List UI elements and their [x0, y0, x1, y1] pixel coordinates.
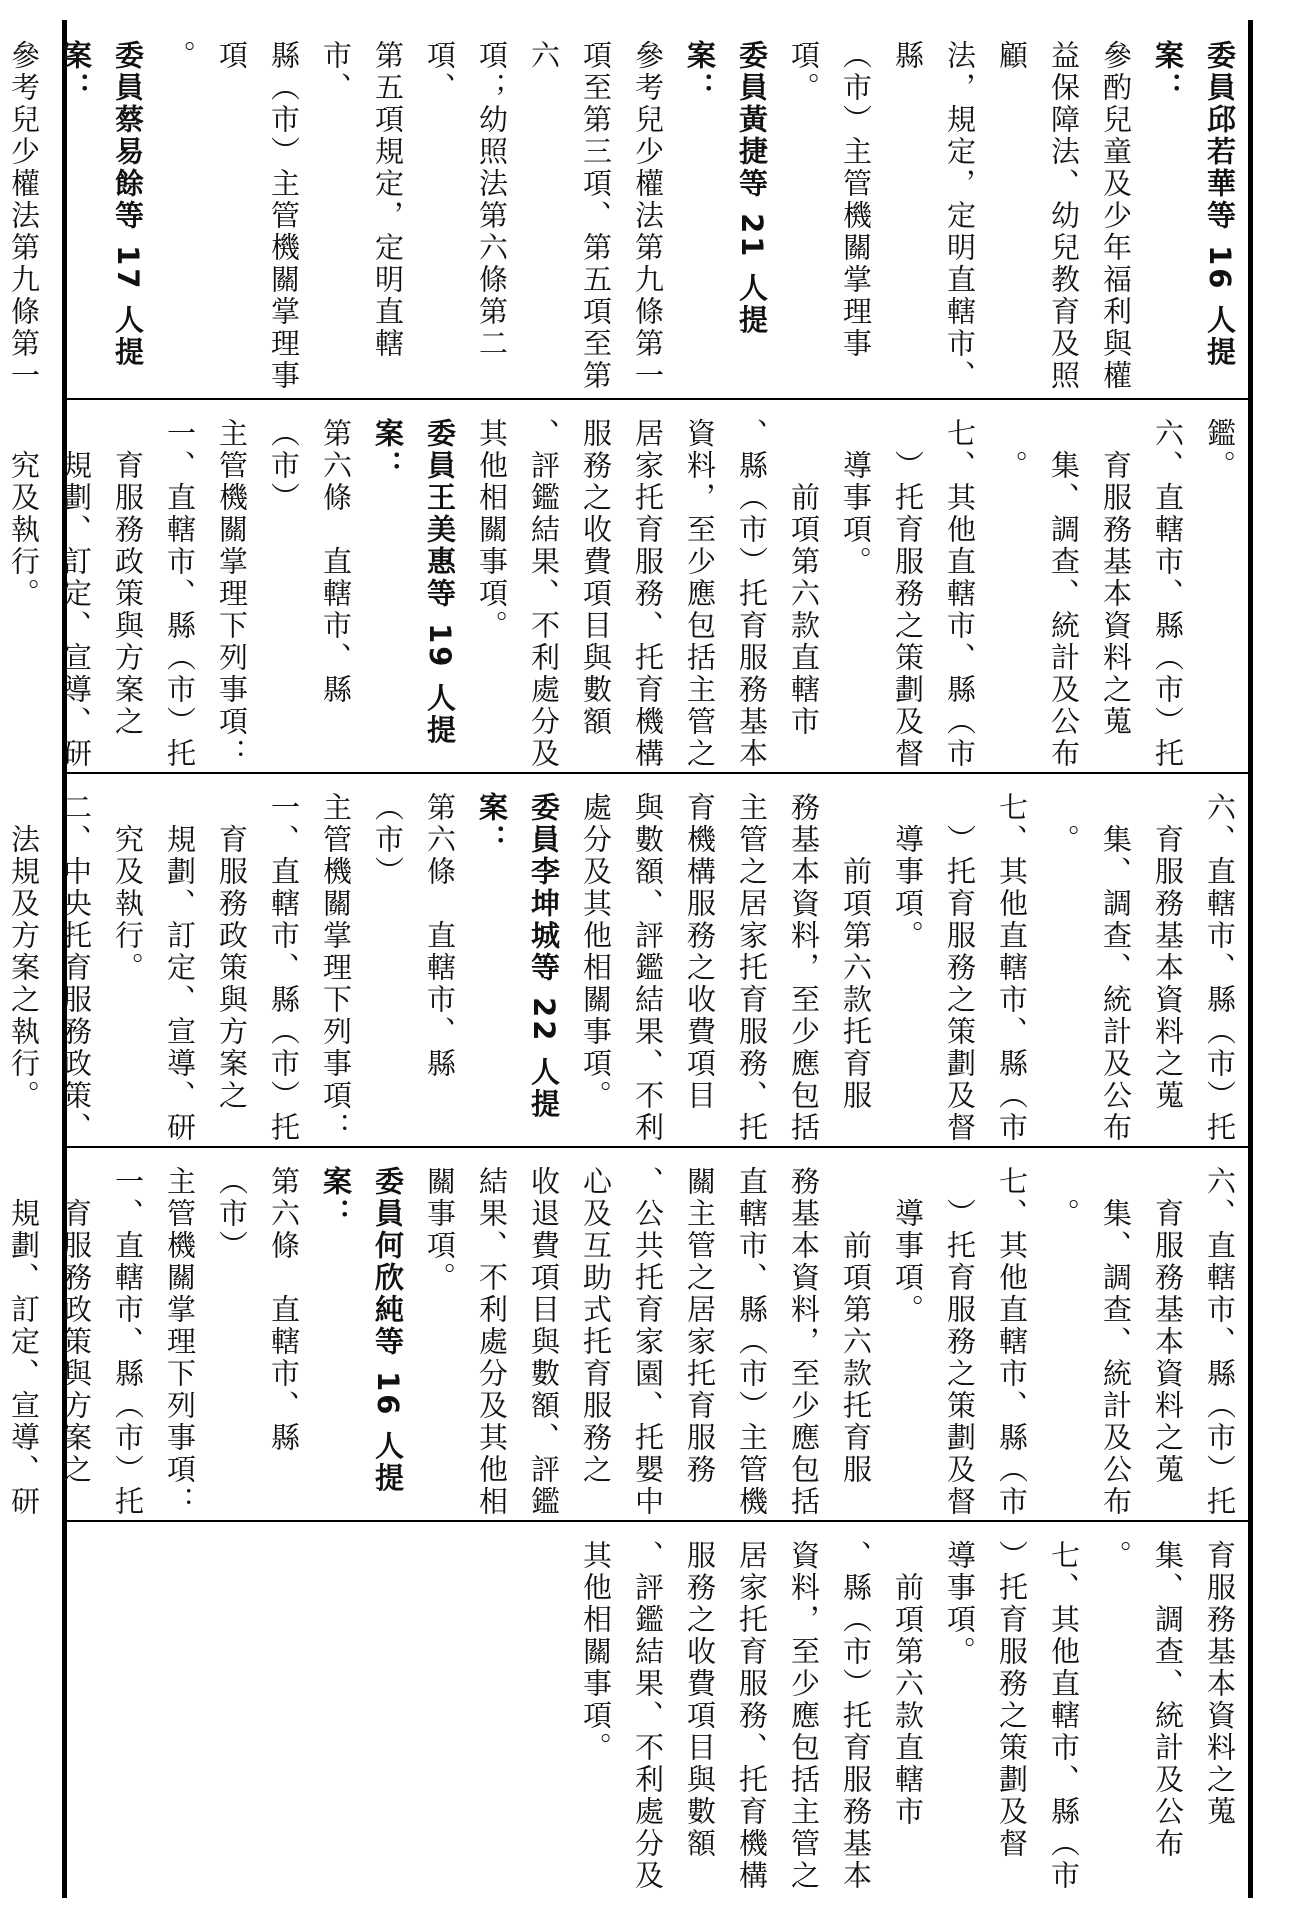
text-line: 導事項。 [839, 418, 873, 578]
text-band-1 [7, 22, 1246, 398]
text-line: 其他相關事項。 [579, 1540, 613, 1764]
text-line: 參考兒少權法第九條第一 [7, 40, 41, 392]
text-line: ）托育服務之策劃及督 [943, 1166, 977, 1518]
text-line: 、縣（市）托育服務基本 [735, 418, 769, 770]
text-line: 。 [1099, 1540, 1133, 1572]
text-line: 集、調查、統計及公布 [1099, 1166, 1133, 1518]
text-line: 七、其他直轄市、縣（市 [1047, 1540, 1081, 1892]
text-band-3 [7, 774, 1246, 1146]
text-line: 收退費項目與數額、評鑑 [527, 1166, 561, 1518]
text-line: 處分及其他相關事項。 [579, 792, 613, 1112]
text-line: 服務之收費項目與數額 [683, 1540, 717, 1860]
text-line: 、評鑑結果、不利處分及 [527, 418, 561, 770]
text-line: 規劃、訂定、宣導、研 [59, 418, 93, 770]
text-line: 集、調查、統計及公布 [1099, 792, 1133, 1144]
band-text [0, 40, 1246, 398]
text-line: 與數額、評鑑結果、不利 [631, 792, 665, 1144]
text-line: 益保障法、幼兒教育及照顧 [995, 40, 1081, 392]
text-line: 七、其他直轄市、縣（市 [995, 792, 1029, 1144]
band-text [0, 792, 1246, 1146]
text-line: 參考兒少權法第九條第一 [631, 40, 665, 392]
text-line: 主管機關掌理下列事項： [163, 1166, 197, 1518]
text-line: 法規及方案之執行。 [7, 792, 41, 1112]
text-line: 導事項。 [891, 1166, 925, 1326]
text-line: 居家托育服務、托育機構 [631, 418, 665, 770]
proposal-heading: 委員王美惠等 19 人提案： [371, 418, 457, 747]
text-line: 務基本資料，至少應包括 [787, 792, 821, 1144]
text-line: 二、中央托育服務政策、 [59, 792, 93, 1144]
band-text [0, 1166, 1246, 1520]
text-line: 集、調查、統計及公布 [1151, 1540, 1185, 1860]
proposal-heading: 委員邱若華等 16 人提案： [1151, 40, 1237, 369]
proposal-heading: 委員黃捷等 21 人提案： [683, 40, 769, 337]
text-line: 前項第六款直轄市 [891, 1540, 925, 1828]
text-line: 第六條 直轄市、縣（市） [371, 792, 457, 1080]
proposal-heading: 委員李坤城等 22 人提案： [475, 792, 561, 1121]
text-line: 六、直轄市、縣（市）托 [1203, 792, 1237, 1144]
text-line: 育服務政策與方案之 [59, 1166, 93, 1486]
text-line: 。 [163, 40, 197, 72]
text-line: 育服務基本資料之蒐 [1099, 418, 1133, 738]
text-line: 規劃、訂定、宣導、研 [7, 1166, 41, 1518]
text-line: 。 [1047, 1166, 1081, 1230]
text-line: （市）主管機關掌理事項。 [787, 40, 873, 360]
text-line: 育服務基本資料之蒐 [1151, 792, 1185, 1112]
text-line: 前項第六款直轄市 [787, 418, 821, 738]
text-line: 參酌兒童及少年福利與權 [1099, 40, 1133, 392]
text-line: 前項第六款托育服 [839, 1166, 873, 1486]
proposal-heading: 委員何欣純等 16 人提案： [319, 1166, 405, 1495]
text-line: 居家托育服務、托育機構 [735, 1540, 769, 1892]
text-line: 項；幼照法第六條第二項、 [423, 40, 509, 360]
text-line: 集、調查、統計及公布 [1047, 418, 1081, 770]
text-line: ）托育服務之策劃及督 [943, 792, 977, 1144]
text-line: 心及互助式托育服務之 [579, 1166, 613, 1486]
text-line: 務基本資料，至少應包括 [787, 1166, 821, 1518]
text-line: 七、其他直轄市、縣（市 [943, 418, 977, 770]
text-band-2 [7, 400, 1246, 772]
text-line: 一、直轄市、縣（市）托 [163, 418, 197, 770]
text-line: 育機構服務之收費項目 [683, 792, 717, 1112]
text-line: 其他相關事項。 [475, 418, 509, 642]
proposal-heading: 委員蔡易餘等 17 人提案： [59, 40, 145, 369]
text-line: 第六條 直轄市、縣（市） [215, 1166, 301, 1454]
text-line: 關主管之居家托育服務 [683, 1166, 717, 1486]
text-line: 六、直轄市、縣（市）托 [1203, 1166, 1237, 1518]
text-line: 育服務基本資料之蒐 [1203, 1540, 1237, 1828]
text-line: 育服務政策與方案之 [215, 792, 249, 1112]
text-line: 、評鑑結果、不利處分及 [631, 1540, 665, 1892]
text-line: ）托育服務之策劃及督 [995, 1540, 1029, 1860]
text-line: ）托育服務之策劃及督 [891, 418, 925, 770]
text-line: 前項第六款托育服 [839, 792, 873, 1112]
text-line: 育服務基本資料之蒐 [1151, 1166, 1185, 1486]
page-border-right [1248, 20, 1253, 1898]
text-line: 一、直轄市、縣（市）托 [111, 1166, 145, 1518]
text-line: 關事項。 [423, 1166, 457, 1294]
text-line: 。 [1047, 792, 1081, 856]
text-line: 一、直轄市、縣（市）托 [267, 792, 301, 1144]
text-line: 六、直轄市、縣（市）托 [1151, 418, 1185, 770]
text-line: 七、其他直轄市、縣（市 [995, 1166, 1029, 1518]
text-line: 主管之居家托育服務、托 [735, 792, 769, 1144]
text-line: 育服務政策與方案之 [111, 418, 145, 738]
text-line: 究及執行。 [111, 792, 145, 984]
band-text [0, 418, 1246, 772]
text-line: 鑑。 [1203, 418, 1237, 482]
text-line: 、公共托育家園、托嬰中 [631, 1166, 665, 1518]
text-line: 、縣（市）托育服務基本 [839, 1540, 873, 1892]
text-line: 導事項。 [943, 1540, 977, 1668]
text-line: 。 [995, 418, 1029, 482]
text-line: 主管機關掌理下列事項： [319, 792, 353, 1144]
text-line: 法，規定，定明直轄市、縣 [891, 40, 977, 392]
text-band-5 [66, 1522, 1246, 1892]
text-line: 資料，至少應包括主管之 [683, 418, 717, 770]
band-text [570, 1540, 1246, 1892]
text-line: 第六條 直轄市、縣（市） [267, 418, 353, 706]
text-line: 規劃、訂定、宣導、研 [163, 792, 197, 1144]
text-line: 項至第三項、第五項至第六 [527, 40, 613, 392]
text-line: 服務之收費項目與數額 [579, 418, 613, 738]
text-band-4 [7, 1148, 1246, 1520]
text-line: 第五項規定，定明直轄市、 [319, 40, 405, 360]
text-line: 導事項。 [891, 792, 925, 952]
text-line: 直轄市、縣（市）主管機 [735, 1166, 769, 1518]
text-line: 究及執行。 [7, 418, 41, 610]
text-line: 縣（市）主管機關掌理事項 [215, 40, 301, 392]
text-line: 資料，至少應包括主管之 [787, 1540, 821, 1892]
text-line: 結果、不利處分及其他相 [475, 1166, 509, 1518]
text-line: 主管機關掌理下列事項： [215, 418, 249, 770]
